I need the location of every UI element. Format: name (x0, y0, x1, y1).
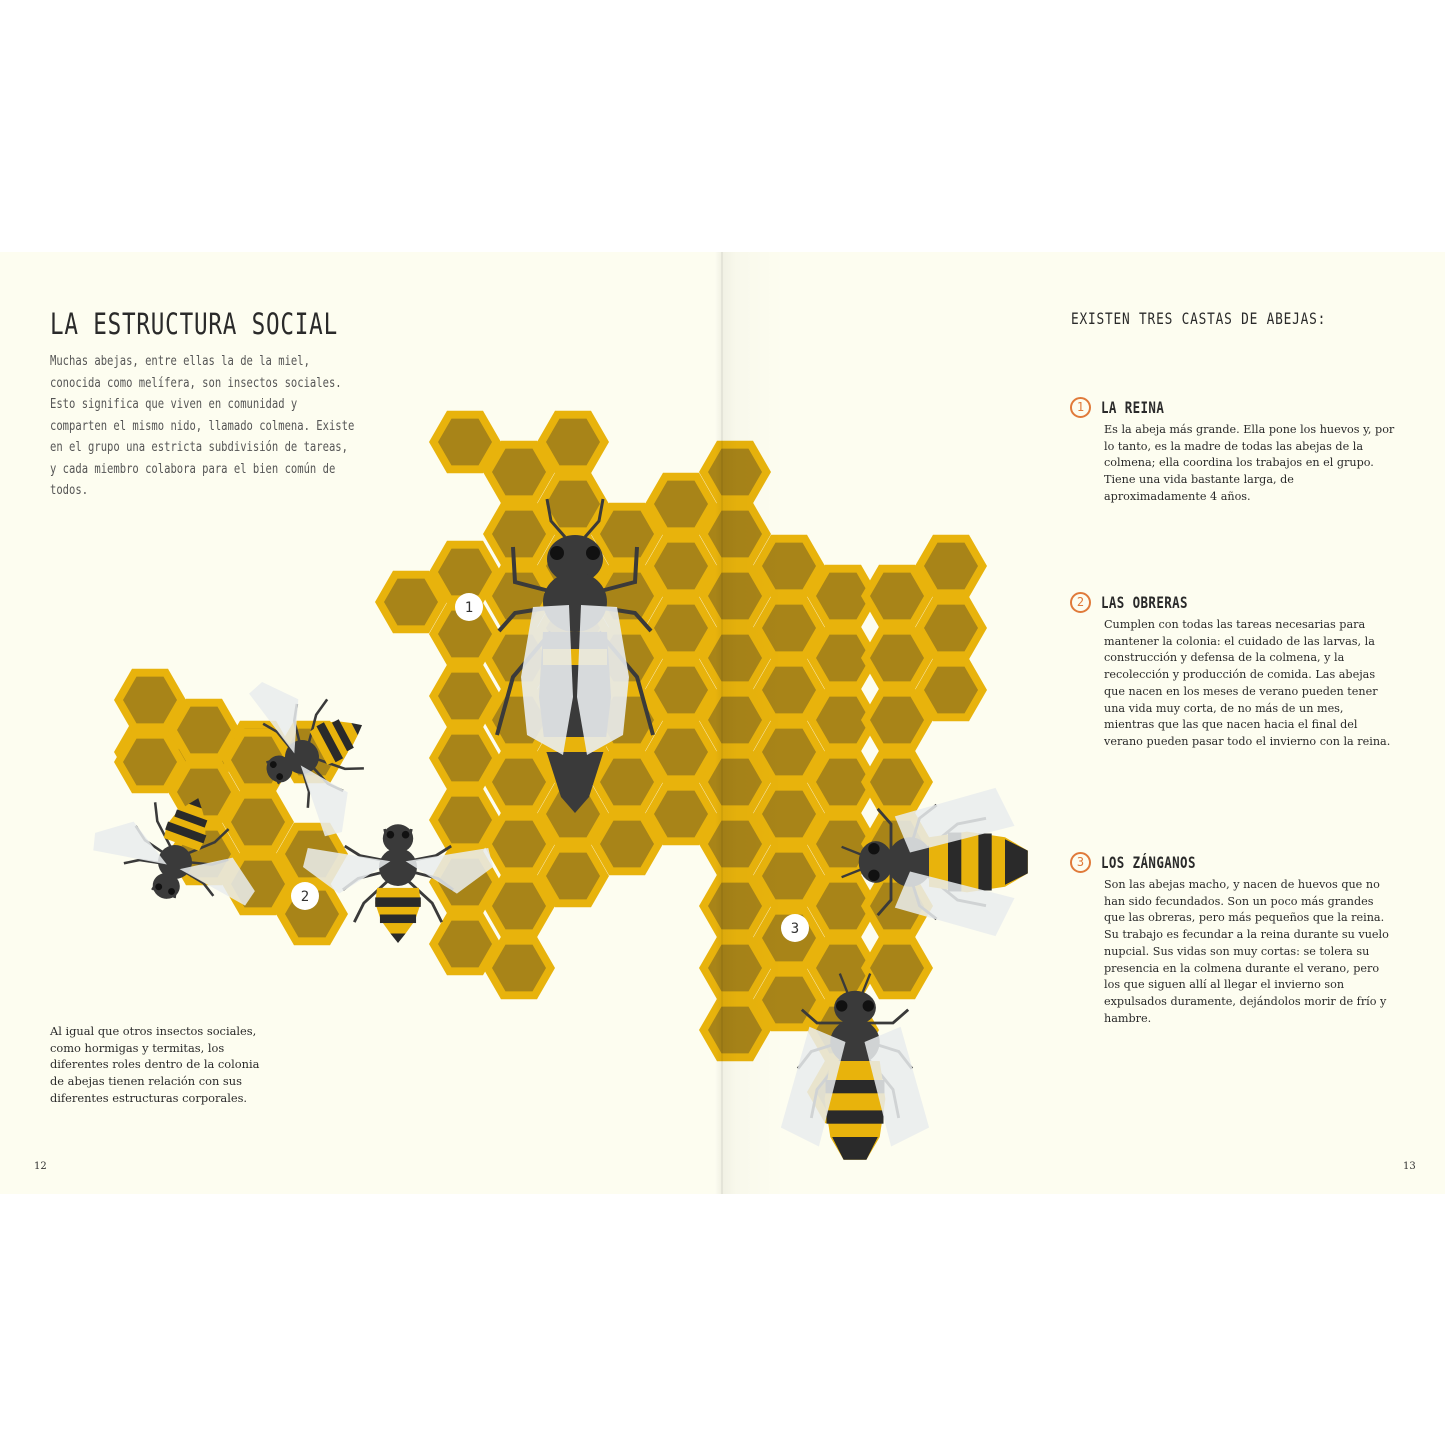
marker-number: 1 (464, 600, 474, 616)
page-gutter-line (721, 252, 723, 1194)
caste-number-badge: 2 (1070, 592, 1091, 613)
caste-description: Son las abejas macho, y nacen de huevos que no han sido fecundados. Son un poco más grandes que las obreras, pero más pequeños que la reina. Su trabajo es fecundar a la reina durante su vuelo nupcial. Sus vidas son muy cortas: se tolera su presencia en la colmena durante el verano, pero los que siguen allí al llegar el invierno son expulsados duramente, dejándolos morir de frío y hambre. (1104, 878, 1389, 1025)
caste-name: LOS ZÁNGANOS (1101, 852, 1196, 872)
caste-number-badge: 1 (1070, 397, 1091, 418)
intro-paragraph: Muchas abejas, entre ellas la de la miel, conocida como melífera, son insectos sociales. Esto significa que viven en comunidad y comparten el mismo nido, llamado colmena. Existe en el grupo una estricta subdivisión de tareas, y cada miembro colabora para el bien común de todos. (50, 353, 355, 498)
marker-number: 2 (300, 889, 310, 905)
caste-number-badge: 3 (1070, 852, 1091, 873)
caste-drones (1070, 849, 1400, 1027)
caste-description: Cumplen con todas las tareas necesarias para mantener la colonia: el cuidado de las larvas, la construcción y defensa de la colmena, y la recolección y producción de comida. Las abejas que nacen en los meses de verano pueden tener una vida muy corta, de no más de un mes, mientras que las que nacen hacia el final del verano pueden pasar todo el invierno con la reina. (1104, 618, 1391, 748)
caste-workers (1070, 589, 1400, 751)
page-number-right: 13 (1403, 1161, 1416, 1172)
caste-description: Es la abeja más grande. Ella pone los huevos y, por lo tanto, es la madre de todas las abejas de la colmena; ella coordina los trabajos en el grupo. Tiene una vida bastante larga, de aproximadamente 4 años. (1104, 423, 1395, 503)
page-gutter-shadow (715, 252, 785, 1194)
caste-name: LA REINA (1101, 397, 1165, 417)
side-note: Al igual que otros insectos sociales, como hormigas y termitas, los diferentes roles dentro de la colonia de abejas tienen relación con sus diferentes estructuras corporales. (50, 1024, 260, 1105)
page-number-left: 12 (34, 1161, 47, 1172)
book-spread (0, 252, 1445, 1194)
marker-number: 3 (790, 921, 800, 937)
page-title: LA ESTRUCTURA SOCIAL (50, 307, 338, 341)
castes-heading: EXISTEN TRES CASTAS DE ABEJAS: (1071, 309, 1327, 328)
caste-queen (1070, 394, 1400, 506)
caste-name: LAS OBRERAS (1101, 592, 1188, 612)
